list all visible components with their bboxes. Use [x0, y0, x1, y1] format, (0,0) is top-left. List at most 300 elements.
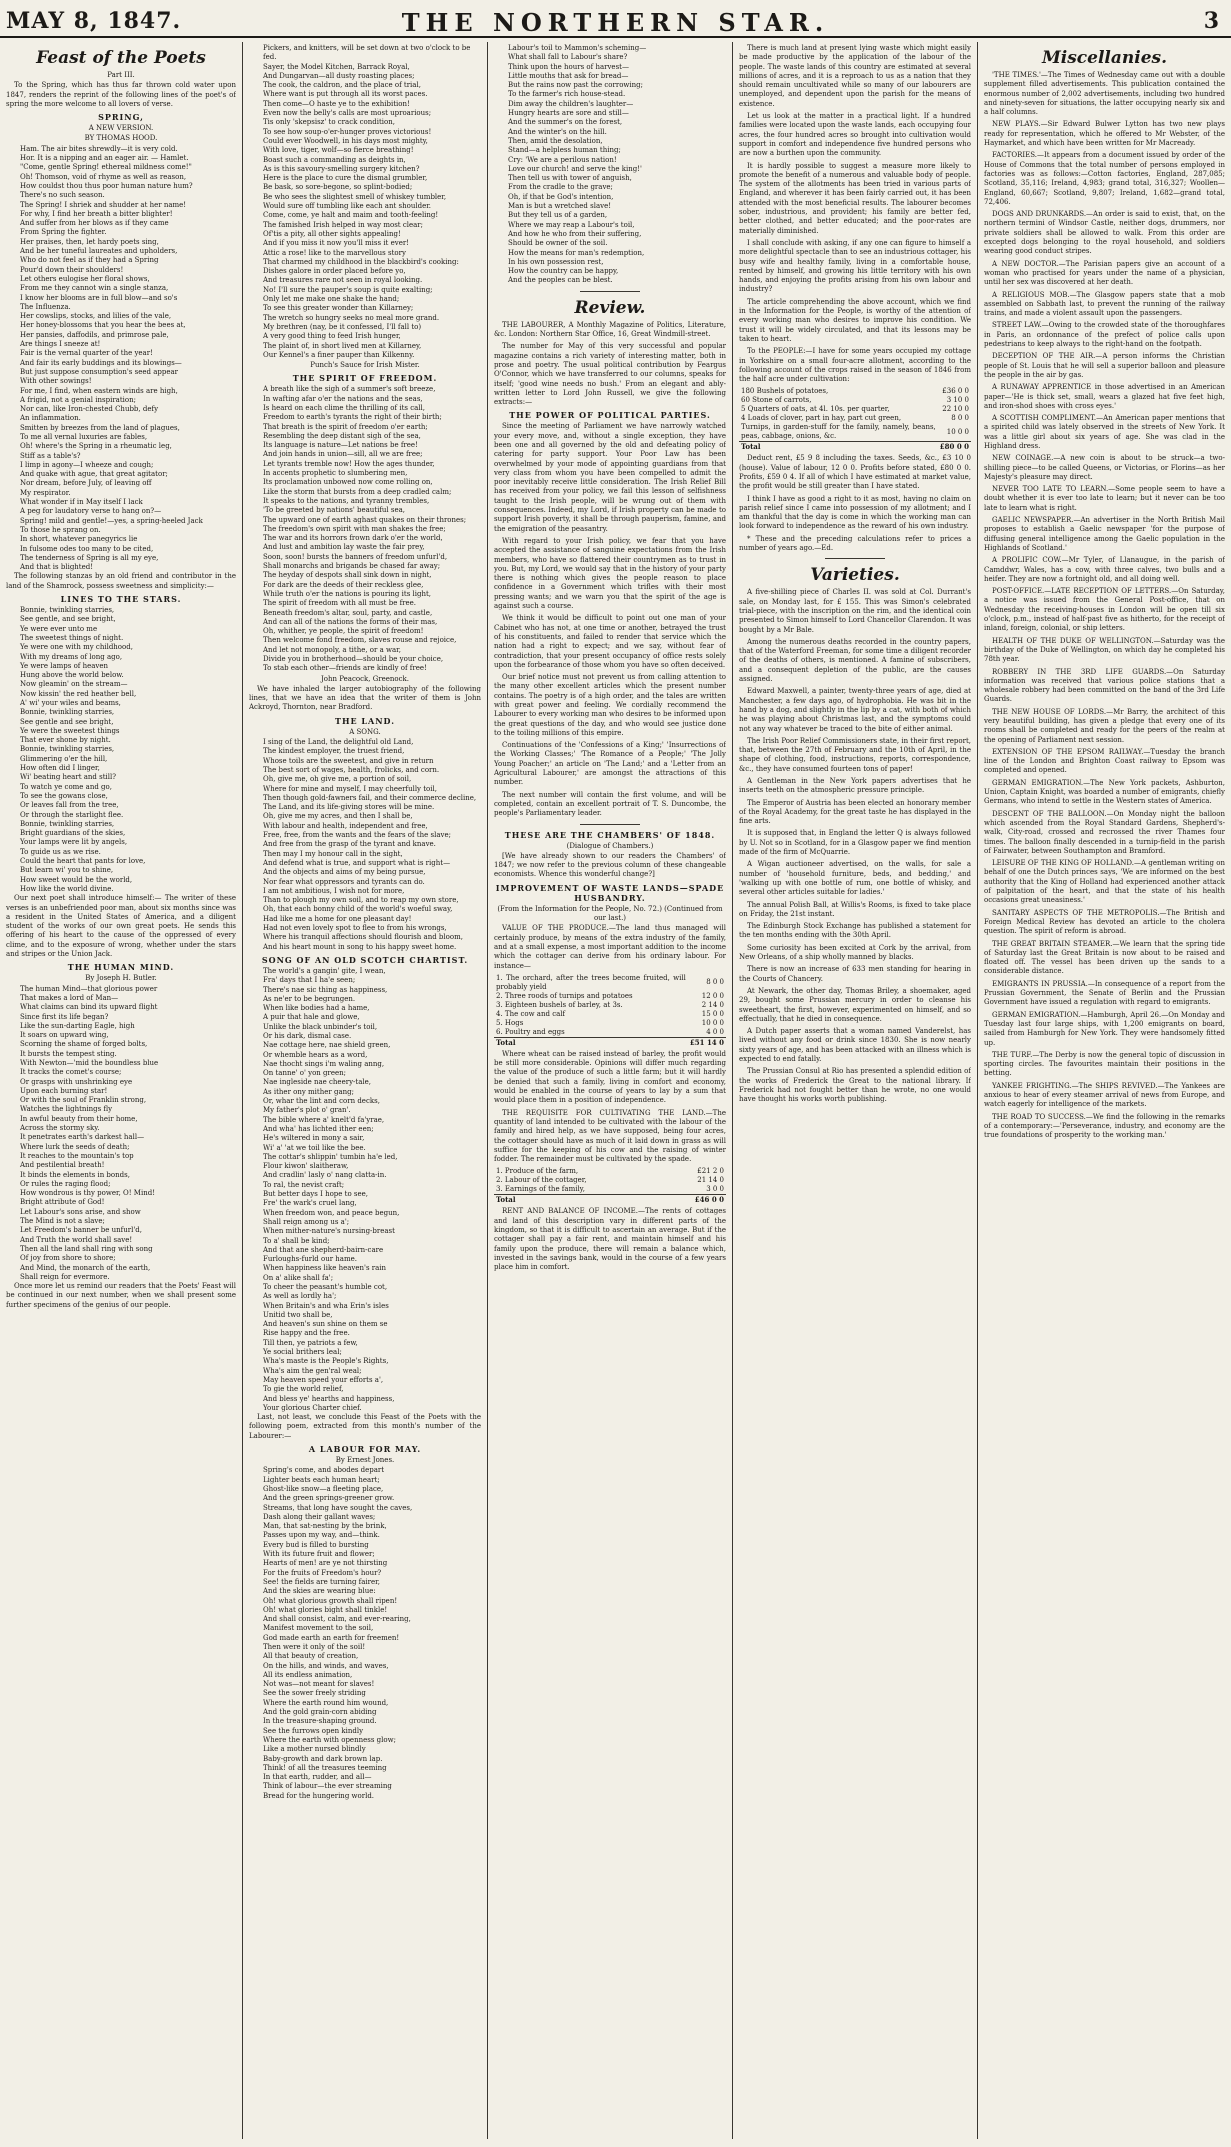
verse-line: Bonnie, twinkling starries,: [20, 745, 115, 754]
verse-line: My respirator.: [20, 488, 71, 497]
verse-line: Like the storm that bursts from a deep cradled calm;: [263, 487, 452, 496]
letter-paragraph: To the PEOPLE:—I have for some years occupied my cottage in Yorkshire on a small four-acre allotment, according to the following account of the crops raised in the season of 1846 from the half acre under cultivation:: [739, 347, 971, 384]
section-heading-feast-of-poets: Feast of the Poets: [36, 48, 206, 68]
verse-line: See! the fields are turning fairer,: [263, 1577, 380, 1586]
news-item: GERMAN EMIGRATION.—Hamburgh, April 26.—On Monday and Tuesday last four large ships, with 1,200 emigrants on board, sailed from Hamburgh for New York. They were handsomely fitted up.: [984, 1010, 1225, 1047]
section-heading-review: Review.: [574, 297, 646, 318]
verse-line: Labour's toil to Mammon's scheming—: [508, 44, 647, 52]
verse-line: Resembling the deep distant sigh of the sea,: [263, 431, 421, 440]
poem-credit: Punch's Sauce for Irish Mister.: [310, 361, 420, 370]
verse-line: Or rules the raging flood;: [20, 1179, 111, 1188]
verse-line: Had like me a home for one pleasant day!: [263, 914, 412, 923]
verse-line: When freedom won, and peace begun,: [263, 1208, 400, 1217]
verse-line: Of joy from shore to shore;: [20, 1254, 116, 1263]
verse-line: Shall monarchs and brigands be chased far away;: [263, 562, 441, 571]
verse-line: A breath like the sigh of a summer's soft breeze,: [263, 385, 436, 394]
column-rule: [977, 42, 978, 2139]
verse-line: Or leaves fall from the tree,: [20, 801, 119, 810]
table-cell-label: 4 Loads of clover, part in hay, part cut green,: [741, 414, 902, 423]
article-paragraph: It is hardly possible to suggest a measure more likely to promote the benefit of a numerous and valuable body of people. The system of the allotments has been tried in various parts of England, and wherever it has been fairly carried out, it has been attended with the most beneficial results. The labourer becomes sober, industrious, and provident; his family are better fed, better clothed, and better educated; and the poor-rates are materially diminished.: [739, 161, 971, 235]
verse-line: For why, I find her breath a bitter blighter!: [20, 209, 173, 218]
footnote: * These and the preceding calculations refer to prices a number of years ago.—Ed.: [739, 534, 971, 553]
verse-line: Bread for the hungering world.: [263, 1791, 375, 1800]
verse-line: Oh! what glorious growth shall ripen!: [263, 1596, 398, 1605]
verse-line: As well as lordly ha';: [263, 1292, 337, 1301]
verse-line: Then, amid the desolation,: [508, 136, 603, 145]
verse-line: And his heart mount in song to his happy sweet home.: [263, 942, 457, 951]
verse-line: To those he sprang on.: [20, 525, 101, 534]
verse-line: I limp in agony—I wheeze and cough;: [20, 460, 154, 469]
verse-line: There's nae sic thing as happiness,: [263, 985, 388, 994]
miscellanies-list: [984, 71, 1225, 1140]
table-row: [739, 387, 971, 396]
news-item: GERMAN EMIGRATION.—The New York packets, Ashburton, Union, Captain Knight, was boarded a number of emigrants, chiefly Germans, who intend to settle in the Western states of America.: [984, 778, 1225, 806]
verse-line: Bonnie, twinkling starries,: [20, 819, 115, 828]
table-row: [494, 1037, 726, 1047]
news-item: EMIGRANTS IN PRUSSIA.—In consequence of a report from the Prussian Government, the Senate of Berlin and the Prussian Government have issued a regulation with regard to emigrants.: [984, 979, 1225, 1007]
verse-line: But the rains now past the corrowing;: [508, 81, 643, 90]
verse-line: Whose toils are the sweetest, and give in return: [263, 756, 434, 765]
review-paragraph: Since the meeting of Parliament we have narrowly watched your every move, and, without a single exception, they have been one and all governed by the old and defeating policy of catering for party support. Your Poor Law has been overwhelmed by your mode of appointing guardians from that very class from whom you have been compelled to admit the poor inevitably receive little consideration. The Irish Relief Bill has received from your policy, we fail this lesson of selfishness taught to the Irish people, will be wrung out of them with consequences. Indeed, my Lord, if Irish property can be made to support Irish poverty, it shall be through pauperism, famine, and the emigration of the peasantry.: [494, 422, 726, 533]
verse-line: Could ever Woodwell, in his days most mighty,: [263, 136, 428, 145]
verse-line: Flour kiwon' slaitheraw,: [263, 1162, 349, 1171]
verse-line: How wondrous is thy power, O! Mind!: [20, 1189, 156, 1198]
verse-line: A puir that hale and glowe,: [263, 1013, 360, 1022]
letter-paragraph: I think I have as good a right to it as most, having no claim on parish relief since I came into possession of my allotment; and I am thankful that the day is come in which the working man can look forward to independence as the reward of his own industry.: [739, 494, 971, 531]
column-5: [984, 44, 1225, 2139]
article-paragraph: THE REQUISITE FOR CULTIVATING THE LAND.—The quantity of land intended to be cultivated with the labour of the family and hired help, as we have supposed, being four acres, the cottager should have as much of it laid down in grass as will suffice for the keeping of his cow and the raising of winter fodder. The remainder must be cultivated by the spade.: [494, 1108, 726, 1164]
closing-paragraph: Last, not least, we conclude this Feast of the Poets with the following poem, extracted from this month's number of the Labourer:—: [249, 1413, 481, 1440]
poem-title: SPRING,: [98, 112, 144, 123]
verse-line: Hearts of men! are ye not thirsting: [263, 1559, 388, 1568]
varieties-list: [739, 588, 971, 1104]
masthead: [0, 6, 1231, 38]
table-cell-label: Total: [739, 442, 938, 452]
verse-line: Hungry hearts are sore and still—: [508, 109, 629, 118]
verse-line: That ever shone by night.: [20, 736, 111, 745]
news-item: LEISURE OF THE KING OF HOLLAND.—A gentleman writing on behalf of one the Dutch princes says, 'We are informed on the best authority that the King of Holland had experienced another attack of palpitation of the heart, and that the state of his health occasions great uneasiness.': [984, 859, 1225, 905]
verse-line: I am not ambitious, I wish not for more,: [263, 886, 405, 895]
verse-line: Who do not feel as if they had a Spring: [20, 256, 159, 265]
verse-line: He's wiltered in mony a sair,: [263, 1134, 365, 1143]
verse-line: The Mind is not a slave;: [20, 1217, 105, 1226]
verse-line: To the farmer's rich house-stead.: [508, 90, 626, 99]
verse-line: Fre' the wark's cruel lang,: [263, 1199, 357, 1208]
verse-line: Soon, soon! bursts the banners of freedom unfurl'd,: [263, 552, 448, 561]
review-paragraph: We think it would be difficult to point out one man of your Cabinet who has not, at one time or another, betrayed the trust of his constituents, and failed to render that service which the nation had a right to expect; and we say, without fear of contradiction, that your present occupancy of office rests solely upon the forbearance of those whom you have so often deceived.: [494, 614, 726, 669]
news-item: A RELIGIOUS MOB.—The Glasgow papers state that a mob assembled on Sabbath last, to prevent the running of the railway trains, and made a violent assault upon the passengers.: [984, 290, 1225, 318]
verse-line: All its endless animation,: [263, 1670, 353, 1679]
verse-line: Streams, that long have sought the caves,: [263, 1503, 413, 1512]
article-subheading: (Dialogue of Chambers.): [566, 841, 654, 850]
news-item: THE ROAD TO SUCCESS.—We find the following in the remarks of a contemporary:—'Perseverance, industry, and economy are the true foundations of prosperity to the working man.': [984, 1112, 1225, 1140]
verse-line: How often did I linger,: [20, 764, 100, 773]
closing-paragraph: Once more let us remind our readers that the Poets' Feast will be continued in our next number, when we shall present some further specimens of the genius of our people.: [6, 1282, 236, 1309]
verse-line: To cheer the peasant's humble cot,: [263, 1283, 388, 1291]
section-heading-varieties: Varieties.: [810, 565, 900, 586]
verse-line: And Mind, the monarch of the earth,: [20, 1263, 151, 1272]
verse-line: Smitten by breezes from the land of plagues,: [20, 423, 180, 432]
verse-line: In wafting afar o'er the nations and the seas,: [263, 394, 423, 403]
news-item: A Gentleman in the New York papers advertises that he inserts teeth on the atmospheric pressure principle.: [739, 777, 971, 795]
verse-line: On a' alike shall fa';: [263, 1273, 334, 1282]
verse-line: Or grasps with unshrinking eye: [20, 1077, 133, 1086]
table-cell-label: 5 Quarters of oats, at 4l. 10s. per quarter,: [741, 405, 890, 414]
news-item: Among the numerous deaths recorded in the country papers, that of the Waterford Freeman, for some time a diligent recorder of the deaths of others, is mentioned. A famine of subscribers, and a consequent depletion of the public, are the causes assigned.: [739, 637, 971, 684]
verse-line: Then come—O haste ye to the exhibition!: [263, 99, 410, 108]
verse-line: Shall reign for evermore.: [20, 1272, 110, 1281]
table-cell-value: 15 0 0: [701, 1009, 724, 1018]
poem-title: THE HUMAN MIND.: [67, 962, 175, 973]
verse-line: It binds the elements in bonds,: [20, 1170, 130, 1179]
verse-line: It reaches to the mountain's top: [20, 1151, 134, 1160]
verse-line: The cook, the caldron, and the place of trial,: [263, 81, 421, 90]
verse-line: To stab each other—friends are kindly of free!: [263, 664, 427, 673]
verse-line: Bright attribute of God!: [20, 1198, 105, 1207]
verse-line: And wha' has lichted ither een;: [263, 1124, 374, 1133]
table-cell-value: £80 0 0: [939, 442, 969, 452]
column-rule: [732, 42, 733, 2139]
table-cell-value: 8 0 0: [951, 414, 969, 423]
verse-line: Then may I my honour call in the sight,: [263, 849, 403, 858]
table-cell-value: 12 0 0: [701, 991, 724, 1000]
verse-line: Ghost-like snow—a fleeting place,: [263, 1484, 384, 1493]
verse-line: The Land, and its life-giving stores will be mine.: [263, 803, 435, 812]
verse-line: Let Freedom's banner be unfurl'd,: [20, 1226, 142, 1235]
verse-line: And how he who from their suffering,: [508, 229, 642, 238]
verse-line: A very good thing to feed Irish hunger,: [263, 332, 401, 341]
verse-line: Since first its life began?: [20, 1012, 109, 1021]
news-item: EXTENSION OF THE EPSOM RAILWAY.—Tuesday the branch line of the London and Brighton Coast railway to Epsom was completed and opened.: [984, 747, 1225, 775]
table-cell-value: £46 0 0: [666, 1195, 726, 1205]
news-item: There is now an increase of 633 men standing for hearing in the Courts of Chancery.: [739, 965, 971, 983]
verse-line: Rise happy and the free.: [263, 1329, 350, 1338]
verse-line: With labour and health, independent and free,: [263, 821, 428, 830]
news-item: THE TURF.—The Derby is now the general topic of discussion in sporting circles. The favourites maintain their positions in the betting.: [984, 1050, 1225, 1078]
verse-line: Spring's come, and abodes depart: [263, 1466, 385, 1475]
verse-line: To see the gowans close,: [20, 791, 108, 800]
table-cell-value: 8 0 0: [706, 978, 724, 987]
verse-line: Be bask, so sore-begone, so splint-bodied;: [263, 183, 413, 192]
verse-line: Your lamps were lit by angels,: [20, 838, 128, 847]
verse-line: But learn wi' you to shine,: [20, 866, 114, 875]
article-paragraph: RENT AND BALANCE OF INCOME.—The rents of cottages and land of this description vary in different parts of the kingdom, so that it is difficult to ascertain an average. But if the cottager shall pay a fair rent, and maintain himself and his family upon the produce, there will remain a balance which, invested in the savings bank, would in the course of a few years place him in comfort.: [494, 1207, 726, 1272]
verse-line: Fair is the vernal quarter of the year!: [20, 349, 153, 358]
verse-line: Had not even lovely spot to flee to from his wrongs,: [263, 924, 447, 933]
column-1: [6, 44, 236, 2139]
verse-line: With other sowings!: [20, 377, 92, 386]
verse-line: My brethren (nay, be it confessed, I'll fall to): [263, 322, 422, 331]
newspaper-title: THE NORTHERN STAR.: [401, 8, 830, 37]
verse-line: Watches the lightnings fly: [20, 1105, 113, 1114]
poem-verse: [6, 606, 236, 894]
verse-line: What wonder if in May itself I lack: [20, 498, 143, 507]
verse-line: And the peoples can be blest.: [508, 276, 613, 285]
column-3: [494, 44, 726, 2139]
table-row: [494, 1010, 726, 1019]
review-paragraph: The number for May of this very successful and popular magazine contains a rich variety of interesting matter, both in prose and poetry. The usual political contribution by Feargus O'Connor, which we have transferred to our columns, speaks for itself; 'good wine needs no bush.' From an elegant and ably-written letter to Lord John Russell, we give the following extracts:—: [494, 342, 726, 407]
verse-line: Then all the land shall ring with song: [20, 1244, 153, 1253]
table-row: [739, 423, 971, 442]
verse-line: With its future fruit and flower;: [263, 1550, 375, 1559]
article-heading: IMPROVEMENT OF WASTE LANDS—SPADE HUSBANDRY.: [495, 882, 725, 903]
table-row: [739, 396, 971, 405]
news-item: STREET LAW.—Owing to the crowded state of the thoroughfares in Paris, an ordonnance of the prefect of police calls upon pedestrians to keep always to the right-hand on the footpath.: [984, 321, 1225, 349]
verse-line: Be who sees the slightest smell of whiskey tumbler,: [263, 192, 447, 201]
verse-line: And cradlin' lasly o' nang clatta-in.: [263, 1171, 387, 1180]
verse-line: It soars on upward wing,: [20, 1031, 109, 1040]
intro-paragraph: To the Spring, which has thus far thrown cold water upon 1847, renders the reprint of the following lines of the poet's of spring the more welcome to all lovers of verse.: [6, 81, 236, 108]
verse-line: The wretch so hungry seeks no meal more grand.: [263, 313, 440, 322]
page-number: 3: [1203, 8, 1219, 34]
verse-line: The best sort of wages, health, frolicks, and corn.: [263, 765, 440, 774]
verse-line: "Come, gentle Spring! ethereal mildness come!": [20, 163, 192, 172]
verse-line: God made earth an earth for freemen!: [263, 1633, 400, 1642]
article-paragraph: There is much land at present lying waste which might easily be made productive by the application of the labour of the people. The waste lands of this country are estimated at several millions of acres, and it is a reproach to us as a nation that they should remain uncultivated while so many of our labourers are unemployed, and dependent upon the parish for the means of existence.: [739, 44, 971, 108]
news-item: The annual Polish Ball, at Willis's Rooms, is fixed to take place on Friday, the 21st instant.: [739, 900, 971, 918]
verse-line: Her honey-blossoms that you hear the bees at,: [20, 321, 186, 330]
verse-line: With Newton—'mid the boundless blue: [20, 1058, 159, 1067]
section-heading-miscellanies: Miscellanies.: [1041, 48, 1168, 68]
article-paragraph: Where wheat can be raised instead of barley, the profit would be still more considerable. Opinions will differ much regarding the value of the produce of such a little farm; but it will hardly be denied that such a family, living in comfort and economy, would be enabled in the course of years to lay by a sum that would place them in a position of independence.: [494, 1049, 726, 1105]
table-cell-value: 4 0 0: [706, 1027, 724, 1036]
table-cell-label: 3. Earnings of the family,: [496, 1185, 585, 1194]
verse-line: Divide you in brotherhood—should be your choice,: [263, 655, 444, 663]
verse-line: And the skies are wearing blue:: [263, 1587, 376, 1596]
verse-line: And lust and ambition lay waste the fair prey,: [263, 543, 425, 552]
verse-line: It tracks the comet's course;: [20, 1068, 122, 1077]
table-cell-value: 2 14 0: [701, 1000, 724, 1009]
verse-line: And quake with ague, that great agitator;: [20, 470, 168, 479]
verse-line: I know her blooms are in full blow—and so's: [20, 293, 178, 302]
news-item: NEW COINAGE.—A new coin is about to be struck—a two-shilling piece—to be called Queens, or Victorias, or Florins—as her Majesty's pleasure may direct.: [984, 454, 1225, 481]
column-4: [739, 44, 971, 2139]
table-cell-label: 2. Labour of the cottager,: [496, 1176, 587, 1185]
table-row: [494, 1176, 726, 1185]
verse-line: Furloughs-furld our hame.: [263, 1255, 357, 1264]
poem-title: A LABOUR FOR MAY.: [308, 1444, 422, 1455]
verse-line: Love our church! and serve the king!': [508, 164, 642, 173]
table-cell-label: 4. The cow and calf: [496, 1009, 566, 1018]
verse-line: Not was—not meant for slaves!: [263, 1680, 375, 1689]
poem-title: THE SPIRIT OF FREEDOM.: [292, 373, 438, 384]
verse-line: Attic a rose! like to the marvellous story: [263, 248, 406, 257]
separator: [825, 558, 885, 559]
verse-line: The Spring! I shriek and shudder at her name!: [20, 200, 187, 209]
verse-line: There's no such season.: [20, 191, 105, 200]
verse-line: No! I'll sure the pauper's soup is quite exalting;: [263, 285, 433, 294]
table-row: [494, 974, 726, 992]
verse-line: Lighter beats each human heart;: [263, 1475, 380, 1484]
verse-line: Ye were one with my childhood,: [20, 643, 133, 652]
bridge-paragraph: We have inhaled the larger autobiography of the following lines, that we have an idea that the writer of them is John Ackroyd, Thornton, near Bradford.: [249, 684, 481, 712]
verse-line: Sayer, the Model Kitchen, Barrack Royal,: [263, 62, 410, 71]
verse-line: To gie the world relief,: [263, 1385, 344, 1394]
verse-line: From Spring the fighter.: [20, 228, 107, 237]
verse-line: As ne'er to be begrungen.: [263, 994, 356, 1003]
verse-line: And defend what is true, and support what is right—: [263, 858, 451, 867]
table-row: [494, 1028, 726, 1038]
verse-line: To a' shall be kind;: [263, 1236, 330, 1245]
verse-line: And Truth the world shall save!: [20, 1235, 133, 1244]
produce-table: [494, 974, 726, 1047]
table-cell-label: 60 Stone of carrots,: [741, 396, 812, 405]
verse-line: See the furrows open kindly: [263, 1726, 364, 1735]
verse-line: My father's plot o' gran'.: [263, 1106, 351, 1115]
verse-line: Where the earth round him wound,: [263, 1698, 389, 1707]
verse-line: Wha's aim the gen'ral weal;: [263, 1366, 362, 1375]
verse-line: Now gleamin' on the stream—: [20, 680, 128, 689]
verse-line: Let others eulogise her floral shows,: [20, 274, 150, 283]
verse-line: Wi' beating heart and still?: [20, 773, 116, 782]
verse-line: It bursts the tempest sting.: [20, 1049, 117, 1058]
verse-line: The tenderness of Spring is all my eye,: [20, 553, 159, 562]
verse-line: 'To be greeted by nations' beautiful sea,: [263, 506, 406, 515]
table-cell-value: 22 10 0: [942, 405, 969, 414]
poem-verse: [249, 1466, 481, 1801]
verse-line: Oh! what glories bight shall tinkle!: [263, 1605, 388, 1614]
verse-line: Here is the place to cure the dismal grumbler,: [263, 174, 428, 183]
article-paragraph: Let us look at the matter in a practical light. If a hundred families were located upon the waste lands, each occupying four acres, the four hundred acres so brought into cultivation would support in comfort and independence five hundred persons who are now a burthen upon the community.: [739, 112, 971, 158]
table-cell-label: 1. Produce of the farm,: [496, 1167, 579, 1176]
verse-line: Her cowslips, stocks, and lilies of the vale,: [20, 312, 172, 321]
table-row: [739, 414, 971, 423]
verse-line: A' wi' your wiles and beams,: [20, 699, 121, 707]
news-item: The Irish Poor Relief Commissioners state, in their first report, that, between the 27th of February and the 10th of April, in the shape of clothing, food, instructions, reports, correspondence, &c., they have consumed fourteen tons of paper!: [739, 736, 971, 773]
news-item: HEALTH OF THE DUKE OF WELLINGTON.—Saturday was the birthday of the Duke of Wellington, on which day he completed his 78th year.: [984, 636, 1225, 664]
verse-line: Bonnie, twinkling starries,: [20, 606, 115, 615]
verse-line: Cry: 'We are a perilous nation!: [508, 155, 617, 164]
verse-line: Her praises, then, let hardy poets sing,: [20, 237, 159, 246]
verse-line: On tanne' o' yon green;: [263, 1069, 347, 1078]
poem-verse: [494, 44, 726, 286]
table-cell-label: 2. Three roods of turnips and potatoes: [496, 991, 633, 1000]
verse-line: Her pansies, daffodils, and primrose pale,: [20, 330, 169, 339]
verse-line: And that ane shepherd-bairn-care: [263, 1245, 384, 1254]
news-item: THE GREAT BRITAIN STEAMER.—We learn that the spring tide of Saturday last the Great Britain is now about to be raised and floated off. The vessel has been driven up the sands to a considerable distance.: [984, 939, 1225, 976]
verse-line: And heaven's sun shine on them se: [263, 1320, 388, 1329]
verse-line: How couldst thou thus poor human nature hum?: [20, 181, 193, 190]
verse-line: Than to plough my own soil, and to reap my own store,: [263, 896, 459, 905]
verse-line: Let Labour's sons arise, and show: [20, 1207, 141, 1216]
verse-line: Nor can, like Iron-chested Chubb, defy: [20, 405, 159, 414]
verse-line: See the sower freely striding: [263, 1689, 366, 1698]
poem-title: THE LAND.: [335, 715, 395, 726]
verse-line: And join hands in union—sill, all we are free;: [263, 450, 423, 459]
verse-line: How the means for man's redemption,: [508, 248, 645, 257]
poem-credit: John Peacock, Greenock.: [320, 674, 410, 683]
verse-line: Manifest movement to the soil,: [263, 1624, 374, 1633]
verse-line: Ye were lamps of heaven: [20, 661, 109, 670]
table-row: [494, 1001, 726, 1010]
news-item: A Wigan auctioneer advertised, on the walls, for sale a number of 'household furniture, beds, and bedding,' and 'walking up with one bottle of rum, one bottle of whisky, and several other articles suitable for ladies.': [739, 860, 971, 897]
verse-line: And the objects and aims of my being pursue,: [263, 868, 426, 877]
table-row: [494, 1185, 726, 1195]
verse-line: May heaven speed your efforts a',: [263, 1375, 384, 1384]
poem-verse: [6, 985, 236, 1283]
verse-line: Hor. It is a nipping and an eager air. — Hamlet.: [20, 154, 189, 163]
verse-line: Are things I sneeze at!: [20, 340, 101, 349]
verse-line: The bible where a' knelt'd fa'yrae,: [263, 1115, 385, 1124]
table-row: [494, 1167, 726, 1176]
poem-author: By Joseph H. Butler.: [85, 974, 157, 983]
verse-line: Hung above the world below.: [20, 671, 124, 680]
verse-line: Unitid two shall be,: [263, 1310, 333, 1319]
verse-line: Tis only 'skepsisz' to crack condition,: [263, 118, 395, 127]
poem-verse: [6, 145, 236, 573]
verse-line: Little mouths that ask for bread—: [508, 71, 629, 80]
review-intro: THE LABOURER, A Monthly Magazine of Politics, Literature, &c. London: Northern Star Office, 16, Great Windmill-street.: [494, 320, 726, 339]
verse-line: Come, come, ye halt and maim and tooth-feeling!: [263, 211, 439, 220]
verse-line: Oh! where's the Spring in a rheumatic leg,: [20, 442, 172, 451]
verse-line: Should be owner of the soil.: [508, 239, 608, 248]
review-paragraph: Our brief notice must not prevent us from calling attention to the many other excellent articles which the present number contains. The poetry is of a high order, and the tales are written with great power and feeling. We cordially recommend the Labourer to every working man who desires to be informed upon the great questions of the day, and who would see justice done to the toiling millions of this empire.: [494, 673, 726, 737]
news-item: GAELIC NEWSPAPER.—An advertiser in the North British Mail proposes to establish a Gaelic newspaper 'for the purpose of diffusing general intelligence among the Gaelic population in the Highlands of Scotland.': [984, 516, 1225, 552]
table-cell-label: 5. Hogs: [496, 1018, 524, 1027]
verse-line: An inflammation.: [20, 414, 81, 423]
verse-line: And free from the grasp of the tyrant and knave.: [263, 840, 436, 849]
verse-line: With my dreams of long ago,: [20, 652, 123, 661]
verse-line: Oh, if that be God's intention,: [508, 192, 614, 201]
verse-line: Like the sun-darting Eagle, high: [20, 1021, 135, 1030]
verse-line: And Dungarvan—all dusty roasting places;: [263, 71, 415, 80]
verse-line: Unlike the black unbinder's toil,: [263, 1022, 378, 1031]
verse-line: Oh, give me, oh give me, a portion of soil,: [263, 775, 412, 784]
verse-line: Free, free, from the wants and the fears of the slave;: [263, 831, 451, 840]
verse-line: Or, whar the lint and corn decks,: [263, 1097, 380, 1106]
verse-line: But better days I hope to see,: [263, 1190, 368, 1199]
verse-line: Nae thocht sings i'm waling anng,: [263, 1059, 385, 1068]
verse-line: I sing of the Land, the delightful old Land,: [263, 738, 414, 747]
news-item: NEW PLAYS.—Sir Edward Bulwer Lytton has two new plays ready for representation, which he offered to Mr Webster, of the Haymarket, and which have been written for Mr Macready.: [984, 120, 1225, 148]
verse-line: The war and its horrors frown dark o'er the world,: [263, 534, 443, 543]
verse-line: From me they cannot win a single stanza,: [20, 284, 169, 293]
table-cell-label: 1. The orchard, after the trees become fruited, will probably yield: [496, 973, 686, 991]
article-paragraph: The article comprehending the above account, which we find in the Information for the People, is worthy of the attention of every working man who desires to improve his condition. We trust it will be widely circulated, and that its lessons may be taken to heart.: [739, 297, 971, 343]
table-row: [739, 442, 971, 452]
verse-line: That charmed my childhood in the blackbird's cooking:: [263, 257, 459, 266]
news-item: A RUNAWAY APPRENTICE in those advertised in an American paper—'He is thick set, small, wears a glazed hat five feet high, and iron-shod shoes with cross eyes.': [984, 383, 1225, 410]
table-cell-label: 6. Poultry and eggs: [496, 1027, 565, 1036]
verse-line: A peg for laudatory verse to hang on?—: [20, 507, 162, 516]
verse-line: Or with the soul of Franklin strong,: [20, 1096, 147, 1105]
poem-verse: [249, 738, 481, 952]
table-row: [494, 1195, 726, 1205]
verse-line: Oh! Thomson, void of rhyme as well as reason,: [20, 172, 187, 181]
news-item: A five-shilling piece of Charles II. was sold at Col. Durrant's sale, on Monday last, for £ 155. This was Simon's celebrated trial-piece, with the inscription on the rim, and the identical coin presented to Simon himself to Lord Chancellor Clarendon. It was bought by a Mr Bale.: [739, 588, 971, 634]
verse-line: Pour'd down their shoulders!: [20, 265, 124, 274]
poem-verse: [249, 967, 481, 1413]
verse-line: And suffer from her blows as if they came: [20, 219, 169, 228]
article-subheading: (From the Information for the People, No. 72.) (Continued from our last.): [497, 904, 723, 923]
verse-line: Bonnie, twinkling starries,: [20, 708, 115, 717]
separator: [580, 291, 640, 292]
verse-line: The upward one of earth aghast quakes on their thrones;: [263, 515, 467, 524]
labour-table: [494, 1167, 726, 1204]
verse-line: When mither-nature's nursing-breast: [263, 1227, 395, 1236]
news-item: It is supposed that, in England the letter Q is always followed by U. Not so in Scotland, for in a Glasgow paper we find mention made of the firm of McQuarrie.: [739, 829, 971, 857]
verse-line: And the gold grain-corn abiding: [263, 1708, 377, 1717]
verse-line: Dishes galore in order placed before yo,: [263, 267, 406, 276]
verse-line: To see how soup-o'er-hunger proves victorious!: [263, 127, 432, 136]
verse-line: Nor fear what oppressors and tyrants can do.: [263, 877, 425, 886]
verse-line: The spirit of freedom with all must be free.: [263, 599, 417, 608]
verse-line: And that is blighted!: [20, 563, 94, 572]
verse-line: From the cradle to the grave;: [508, 183, 613, 192]
verse-line: Now kissin' the red heather bell,: [20, 689, 137, 698]
verse-line: When like bodies had a hame,: [263, 1004, 370, 1013]
news-item: The Emperor of Austria has been elected an honorary member of the Royal Academy, for the great taste he has displayed in the fine arts.: [739, 798, 971, 826]
